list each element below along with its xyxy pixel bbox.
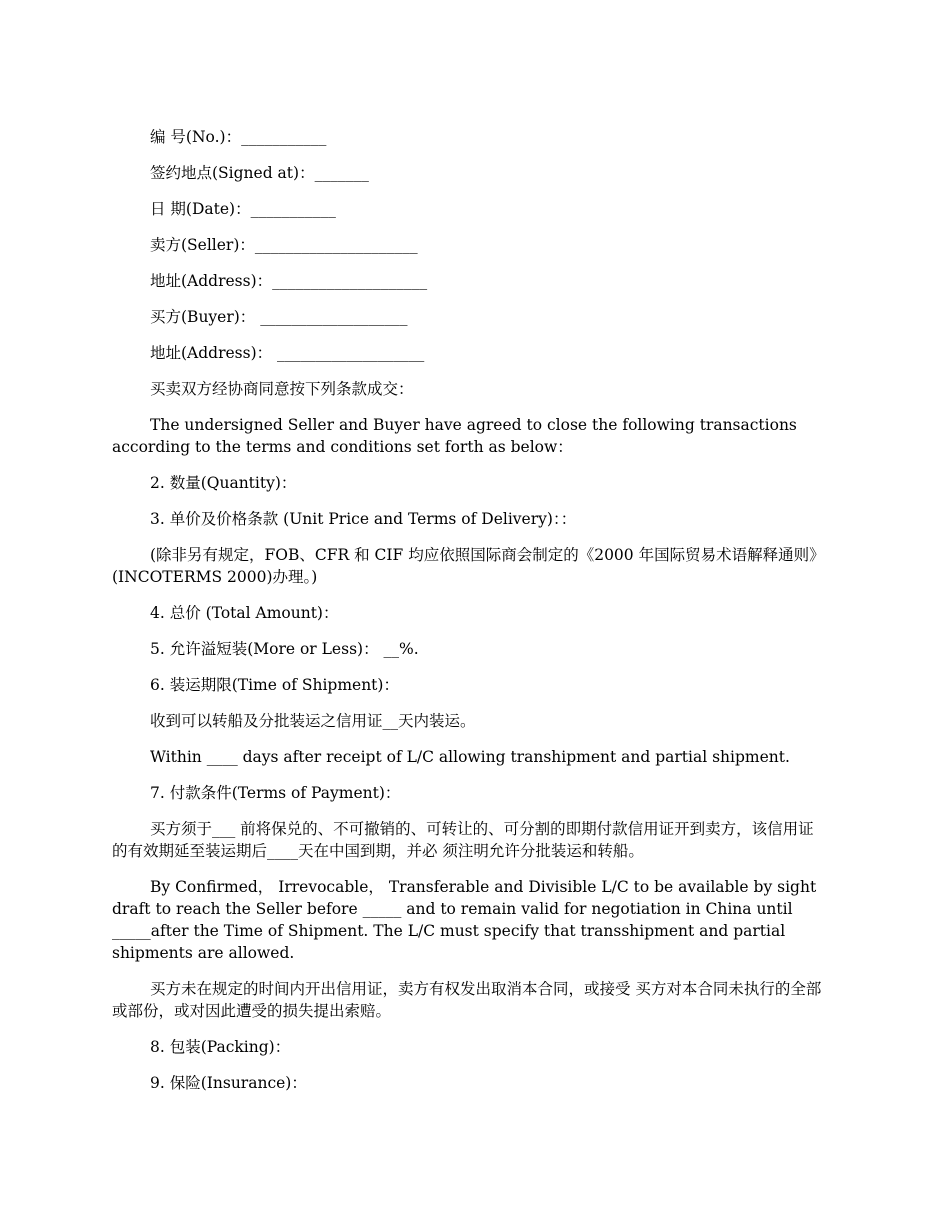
field-seller: 卖方(Seller)：_____________________ [150,236,418,254]
contract-page [112,126,828,1108]
clause-more-or-less: 5. 允许溢短装(More or Less)： __%. [150,640,419,658]
field-number: 编 号(No.)：___________ [150,128,327,146]
payment-cn: 买方须于___ 前将保兑的、不可撤销的、可转让的、可分割的即期付款信用证开到卖方，该信用证的有效期延至装运期后____天在中国到期，并必 须注明允许分批装运和转船。 [112,820,814,860]
field-signed-at: 签约地点(Signed at)：_______ [150,164,369,182]
payment-default-cn: 买方未在规定的时间内开出信用证，卖方有权发出取消本合同，或接受 买方对本合同未执行的全部或部份，或对因此遭受的损失提出索赔。 [112,980,822,1020]
clause-quantity: 2. 数量(Quantity)： [150,474,297,492]
clause-unit-price: 3. 单价及价格条款 (Unit Price and Terms of Delivery)：： [150,510,577,528]
intro-en: The undersigned Seller and Buyer have agreed to close the following transactions according to the terms and conditions set forth as below： [112,416,797,456]
intro-cn: 买卖双方经协商同意按下列条款成交： [150,380,414,398]
clause-terms-of-payment: 7. 付款条件(Terms of Payment)： [150,784,401,802]
clause-packing: 8. 包装(Packing)： [150,1038,291,1056]
clause-insurance: 9. 保险(Insurance)： [150,1074,307,1092]
clause-total-amount: 4. 总价 (Total Amount)： [150,604,339,622]
field-date: 日 期(Date)：___________ [150,200,336,218]
shipment-en: Within ____ days after receipt of L/C allowing transhipment and partial shipment. [150,748,790,766]
field-buyer: 买方(Buyer)： ___________________ [150,308,408,326]
clause-unit-price-note: (除非另有规定，FOB、CFR 和 CIF 均应依照国际商会制定的《2000 年国际贸易术语解释通则》(INCOTERMS 2000)办理。) [112,546,825,586]
payment-en: By Confirmed， Irrevocable， Transferable and Divisible L/C to be available by sight draft to reach the Seller before _____ and to remain valid for negotiation in China until _____after the Time of Shipment. The L/C must specify that transshipment and partial shipments are allowed. [112,878,817,962]
clause-time-of-shipment: 6. 装运期限(Time of Shipment)： [150,676,399,694]
shipment-cn: 收到可以转船及分批装运之信用证__天内装运。 [150,712,476,730]
field-seller-address: 地址(Address)：____________________ [150,272,428,290]
field-buyer-address: 地址(Address)： ___________________ [150,344,425,362]
